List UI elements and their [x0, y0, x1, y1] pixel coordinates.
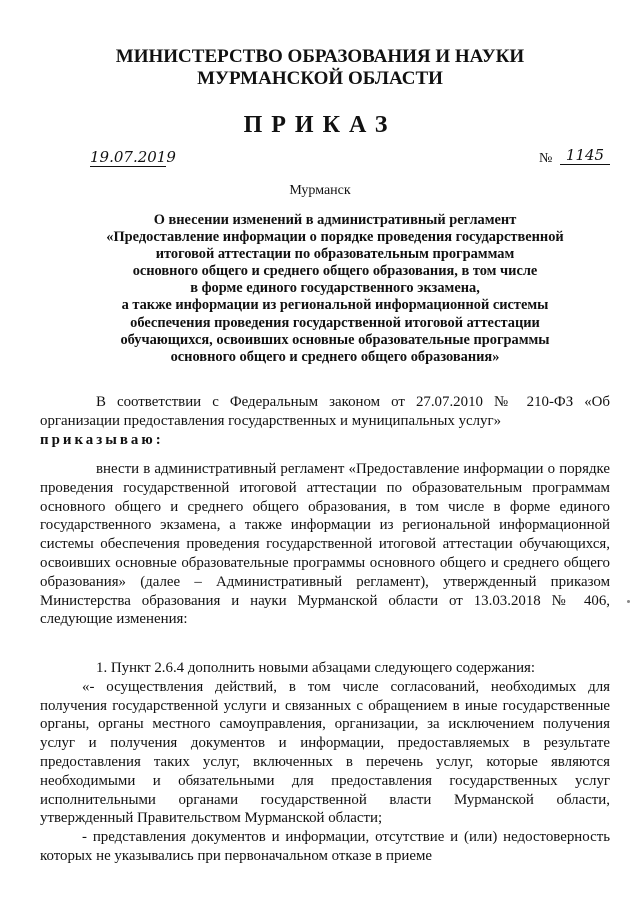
- title-line: обеспечения проведения государственной итоговой аттестации: [130, 314, 540, 331]
- main-paragraph: внести в административный регламент «Предоставление информации о порядке проведения государственной итоговой аттестации по образовательным программам основного общего и среднего общего образования, в том числе в форме единого государственного экзамена, а также информации из региональной информационной системы обеспечения проведения государственной итоговой аттестации обучающихся, освоивших основные образовательные программы основного общего и среднего общего образования» (далее – Административный регламент), утвержденный приказом Министерства образования и науки Мурманской области от 13.03.2018 № 406, следующие изменения:: [40, 461, 610, 628]
- org-line-2: МУРМАНСКОЙ ОБЛАСТИ: [197, 68, 443, 89]
- number-label: №: [539, 151, 553, 166]
- title-line: обучающихся, освоивших основные образовательные программы: [120, 331, 550, 348]
- main-paragraph-block: [40, 460, 610, 629]
- order-title: [70, 212, 600, 366]
- quote-paragraph-2: - представления документов и информации, отсутствие и (или) недостоверность которых не указывались при первоначальном отказе в приеме: [40, 829, 610, 864]
- amendments-block: [40, 659, 610, 866]
- title-line: основного общего и среднего общего образования»: [170, 348, 500, 365]
- margin-dot: [627, 600, 630, 603]
- title-line: основного общего и среднего общего образования, в том числе: [132, 263, 538, 280]
- org-line-1: МИНИСТЕРСТВО ОБРАЗОВАНИЯ И НАУКИ: [115, 46, 525, 67]
- preamble-block: [40, 393, 610, 449]
- preamble: В соответствии с Федеральным законом от 27.07.2010 № 210-ФЗ «Об организации предоставления государственных и муниципальных услуг»: [40, 394, 610, 429]
- title-line: «Предоставление информации о порядке проведения государственной: [106, 229, 564, 246]
- item-1: 1. Пункт 2.6.4 дополнить новыми абзацами следующего содержания:: [96, 660, 536, 676]
- title-line: а также информации из региональной информационной системы: [121, 297, 549, 314]
- title-line: О внесении изменений в административный регламент: [153, 212, 517, 228]
- organization-name: [0, 46, 640, 90]
- title-line: итоговой аттестации по образовательным программам: [155, 246, 515, 263]
- document-type: ПРИКАЗ: [243, 112, 397, 138]
- order-date: 19.07.2019: [90, 148, 176, 166]
- order-number: 1145: [560, 146, 610, 165]
- order-word: приказываю:: [40, 431, 164, 448]
- quote-paragraph-1: «- осуществления действий, в том числе согласований, необходимых для получения государственной услуги и связанных с обращением в иные государственные органы, органы местного самоуправления, организации, за исключением получения услуг и получения документов и информации, предоставляемых в результате предоставления таких услуг, включенных в перечень услуг, которые являются необходимыми и обязательными для предоставления государственных услуг исполнительными органами государственной власти Мурманской области, утвержденный Правительством Мурманской области;: [40, 678, 610, 827]
- city: Мурманск: [289, 183, 351, 198]
- title-line: в форме единого государственного экзамена,: [190, 280, 480, 297]
